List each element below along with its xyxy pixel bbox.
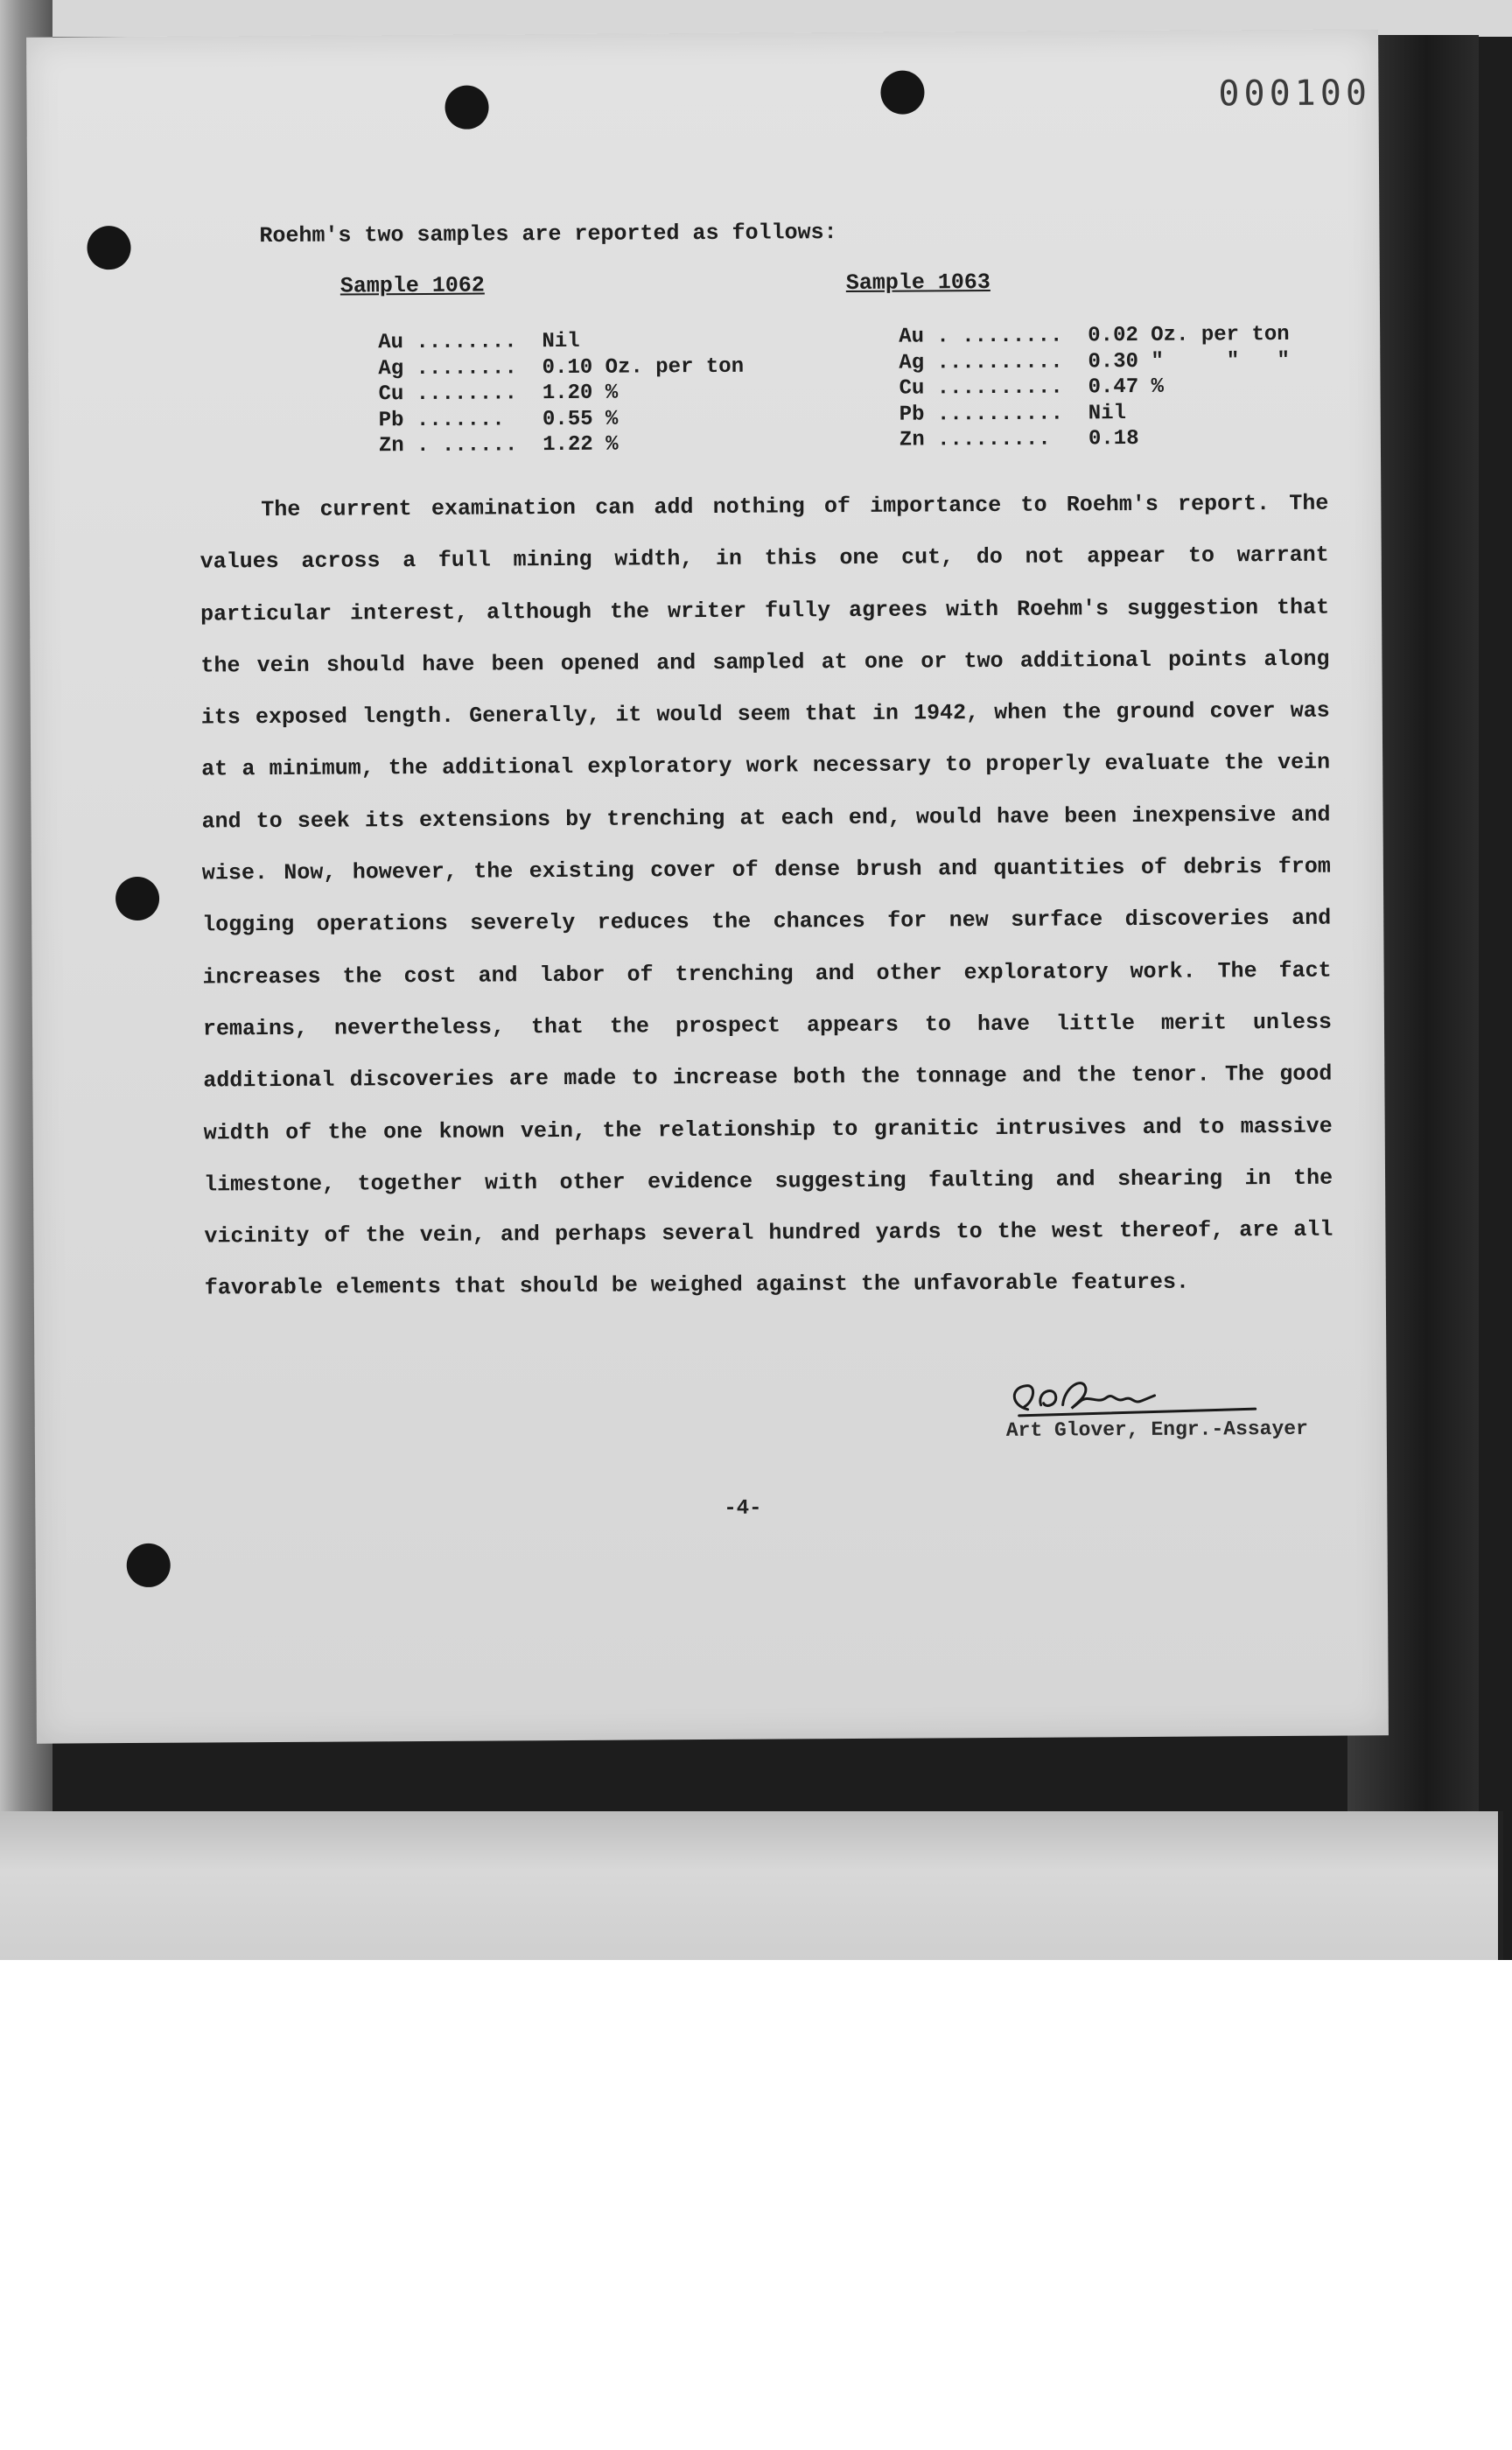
punch-hole-icon: [444, 86, 488, 130]
element-symbol: Au: [899, 325, 925, 349]
scan-bottom-strip: [0, 1811, 1503, 1960]
body-paragraph: The current examination can add nothing of importance to Roehm's report. The values across a full mining width, in this one cut, do not appear to warrant particular interest, although the writer fully agrees with Roehm's suggestion that the vein should have been opened and sampled at one or two additional points along its exposed length. Generally, it would seem that in 1942, when the ground cover was at a minimum, the additional exploratory work necessary to properly evaluate the vein and to seek its extensions by trenching at each end, would have been inexpensive and wise. Now, however, the existing cover of dense brush and quantities of debris from logging operations severely reduces the chances for new surface discoveries and increases the cost and labor of trenching and other exploratory work. The fact remains, nevertheless, that the prospect appears to have little merit unless additional discoveries are made to increase both the tonnage and the tenor. The good width of the one known vein, the relationship to granitic intrusives and to massive limestone, together with other evidence suggesting faulting and shearing in the vicinity of the vein, and perhaps several hundred yards to the west thereof, are all favorable elements that should be weighed against the unfavorable features.: [200, 490, 1334, 1301]
assay-row: [899, 322, 1290, 350]
leader-dots: .........: [924, 427, 1051, 452]
element-symbol: Pb: [378, 408, 404, 432]
leader-dots: . ........: [923, 324, 1063, 349]
leader-dots: ........: [403, 355, 517, 381]
assay-value: 0.18: [1088, 426, 1139, 452]
sample-1062-heading: Sample 1062: [340, 272, 485, 299]
element-symbol: Zn: [378, 434, 404, 458]
element-symbol: Zn: [899, 428, 925, 452]
assay-value: 0.02 Oz. per ton: [1088, 322, 1290, 348]
punch-hole-icon: [116, 877, 159, 920]
intro-line: Roehm's two samples are reported as follows:: [259, 220, 837, 249]
leader-dots: ........: [402, 330, 517, 355]
sample-1063-table: [899, 322, 1290, 453]
assay-value: 1.20 %: [542, 381, 619, 406]
leader-dots: ........: [403, 382, 518, 407]
assay-row: [900, 425, 1291, 453]
assay-value: Nil: [542, 329, 580, 354]
element-symbol: Cu: [378, 382, 404, 407]
leader-dots: . ......: [403, 433, 518, 458]
assay-value: 0.10 Oz. per ton: [542, 354, 745, 380]
leader-dots: ..........: [924, 402, 1064, 426]
page-number: -4-: [724, 1496, 762, 1521]
handwritten-signature-icon: [1001, 1368, 1264, 1423]
element-symbol: Cu: [899, 376, 925, 401]
assay-row: [379, 405, 745, 433]
element-symbol: Ag: [378, 356, 404, 381]
document-page: [26, 29, 1389, 1743]
element-symbol: Au: [378, 331, 404, 355]
leader-dots: .......: [403, 407, 505, 432]
assay-value: 0.47 %: [1088, 374, 1165, 400]
leader-dots: ..........: [924, 350, 1063, 374]
assay-row: [899, 374, 1290, 402]
sample-1062-table: [378, 328, 745, 459]
assay-value: 1.22 %: [542, 432, 619, 458]
punch-hole-icon: [880, 70, 924, 114]
element-symbol: Pb: [899, 402, 925, 427]
sample-1063-heading: Sample 1063: [845, 270, 990, 297]
assay-row: [899, 347, 1290, 375]
punch-hole-icon: [127, 1544, 171, 1587]
leader-dots: ..........: [924, 375, 1063, 401]
assay-value: Nil: [1088, 401, 1127, 425]
element-symbol: Ag: [899, 350, 925, 375]
assay-row: [378, 328, 744, 356]
assay-row: [378, 380, 744, 408]
assay-value: 0.55 %: [542, 407, 619, 431]
assay-row: [900, 399, 1291, 427]
punch-hole-icon: [87, 226, 130, 270]
page-stamp-number: 000100: [1218, 73, 1372, 115]
assay-value: 0.30 " " ": [1088, 348, 1290, 374]
signature-caption: Art Glover, Engr.-Assayer: [1005, 1417, 1308, 1442]
assay-row: [378, 354, 744, 382]
assay-row: [379, 431, 745, 459]
letter-body: [198, 217, 1335, 1301]
